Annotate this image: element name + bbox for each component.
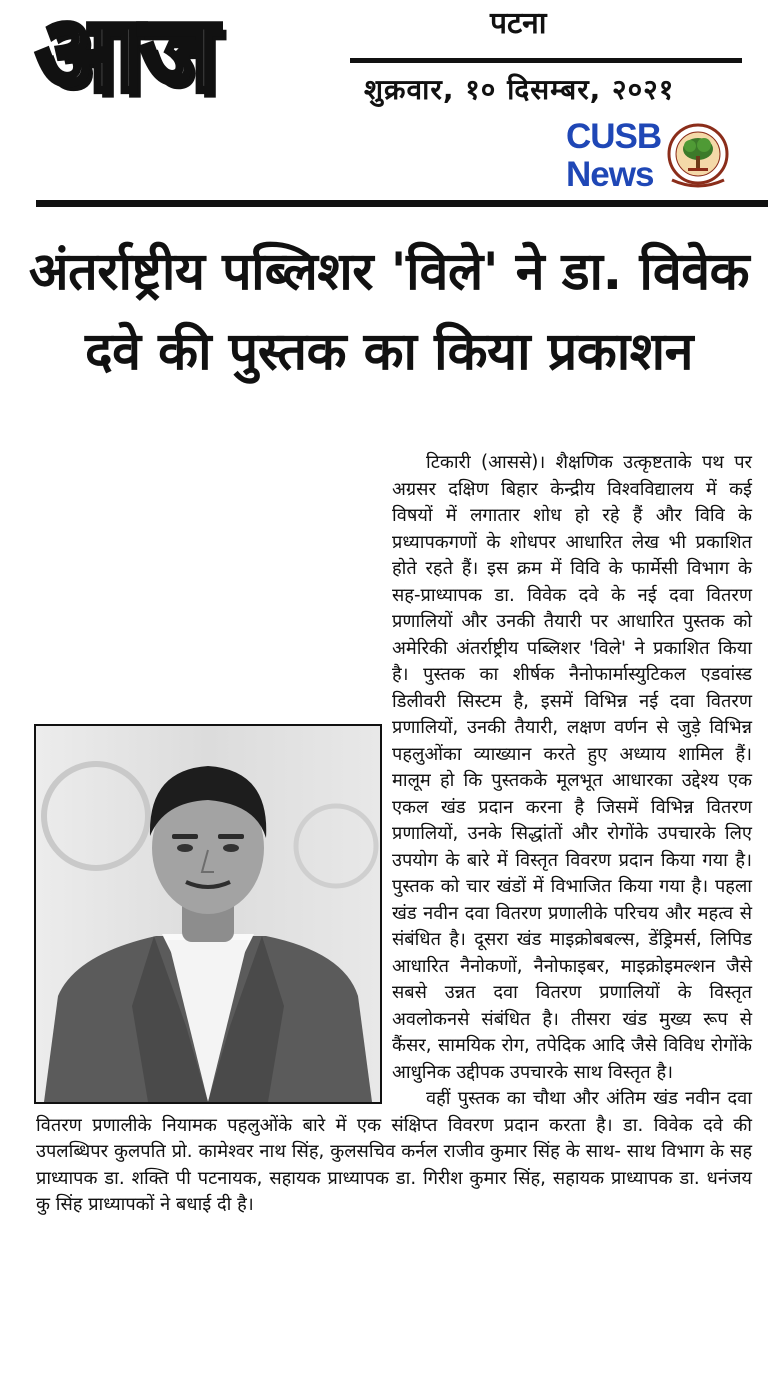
edition-city: पटना <box>490 6 547 41</box>
article-body <box>36 450 752 1219</box>
photo-float-spacer <box>36 724 384 1102</box>
news-label: News <box>566 155 654 194</box>
cusb-news-badge <box>566 118 662 194</box>
masthead-rule <box>350 58 742 63</box>
edition-date: शुक्रवार, १० दिसम्बर, २०२१ <box>364 73 675 106</box>
article-paragraph-2: वहीं पुस्तक का चौथा और अंतिम खंड नवीन दवा वितरण प्रणालीके नियामक पहलुओंके बारे में एक संक्षिप्त विवरण प्रदान करता है। डा. विवेक दवे की उपलब्धिपर कुलपति प्रो. कामेश्वर नाथ सिंह, कुलसचिव कर्नल राजीव कुमार सिंह के साथ- साथ विभाग के सह प्राध्यापक डा. शक्ति पी पटनायक, सहायक प्राध्यापक डा. गिरीश कुमार सिंह, सहायक प्राध्यापक डा. धनंजय कु सिंह प्राध्यापकों ने बधाई दी है। <box>36 1088 752 1215</box>
headline: अंतर्राष्ट्रीय पब्लिशर 'विले' ने डा. विवेक दवे की पुस्तक का किया प्रकाशन <box>28 242 750 382</box>
newspaper-logo: आज <box>36 0 216 115</box>
masthead-divider <box>36 200 768 207</box>
cusb-label: CUSB <box>566 117 662 156</box>
university-emblem-icon <box>666 122 730 194</box>
article-paragraph-1: टिकारी (आससे)। शैक्षणिक उत्कृष्टताके पथ पर अग्रसर दक्षिण बिहार केन्द्रीय विश्वविद्यालय में कई विषयों में लगातार शोध हो रहे हैं और विवि के प्रध्यापकगणों के शोधपर आधारित लेख भी प्रकाशित होते रहते हैं। इस क्रम में विवि के फार्मेसी विभाग के सह-प्राध्यापक डा. विवेक दवे के नई दवा वितरण प्रणालियों और उनकी तैयारी पर आधारित पुस्तक को अमेरिकी अंतर्राष्ट्रीय पब्लिशर 'विले' ने प्रकाशित किया है। पुस्तक का शीर्षक नैनोफार्मास्युटिकल एडवांस्ड डिलीवरी सिस्टम है, इसमें विभिन्न नई दवा वितरण प्रणालियों, उनकी तैयारी, लक्षण वर्णन से जुड़े विभिन्न पहलुओंका व्याख्यान करते हुए अध्याय शामिल हैं। मालूम हो कि पुस्तकके मूलभूत आधारका उद्देश्य एक एकल खंड प्रदान करना है जिसमें विभिन्न वितरण प्रणालियों, उनके सिद्धांतों और रोगोंके उपचारके लिए उपयोग के बारे में विस्तृत विवरण प्रदान किया गया है। पुस्तक को चार खंडों में विभाजित किया गया है। पहला खंड नवीन दवा वितरण प्रणालीके परिचय और महत्व से संबंधित है। दूसरा खंड माइक्रोबबल्स, डेंड्रिमर्स, लिपिड आधारित नैनोकणों, नैनोफाइबर, माइक्रोइमल्शन जैसे सबसे उन्नत दवा वितरण प्रणालियों के विस्तृत अवलोकनसे संबंधित है। तीसरा खंड मुख्य रूप से कैंसर, सामयिक रोग, तपेदिक आदि जैसे विविध रोगोंके आधुनिक उद्दीपक उपचारके साथ विस्तृत है। <box>392 452 752 1083</box>
